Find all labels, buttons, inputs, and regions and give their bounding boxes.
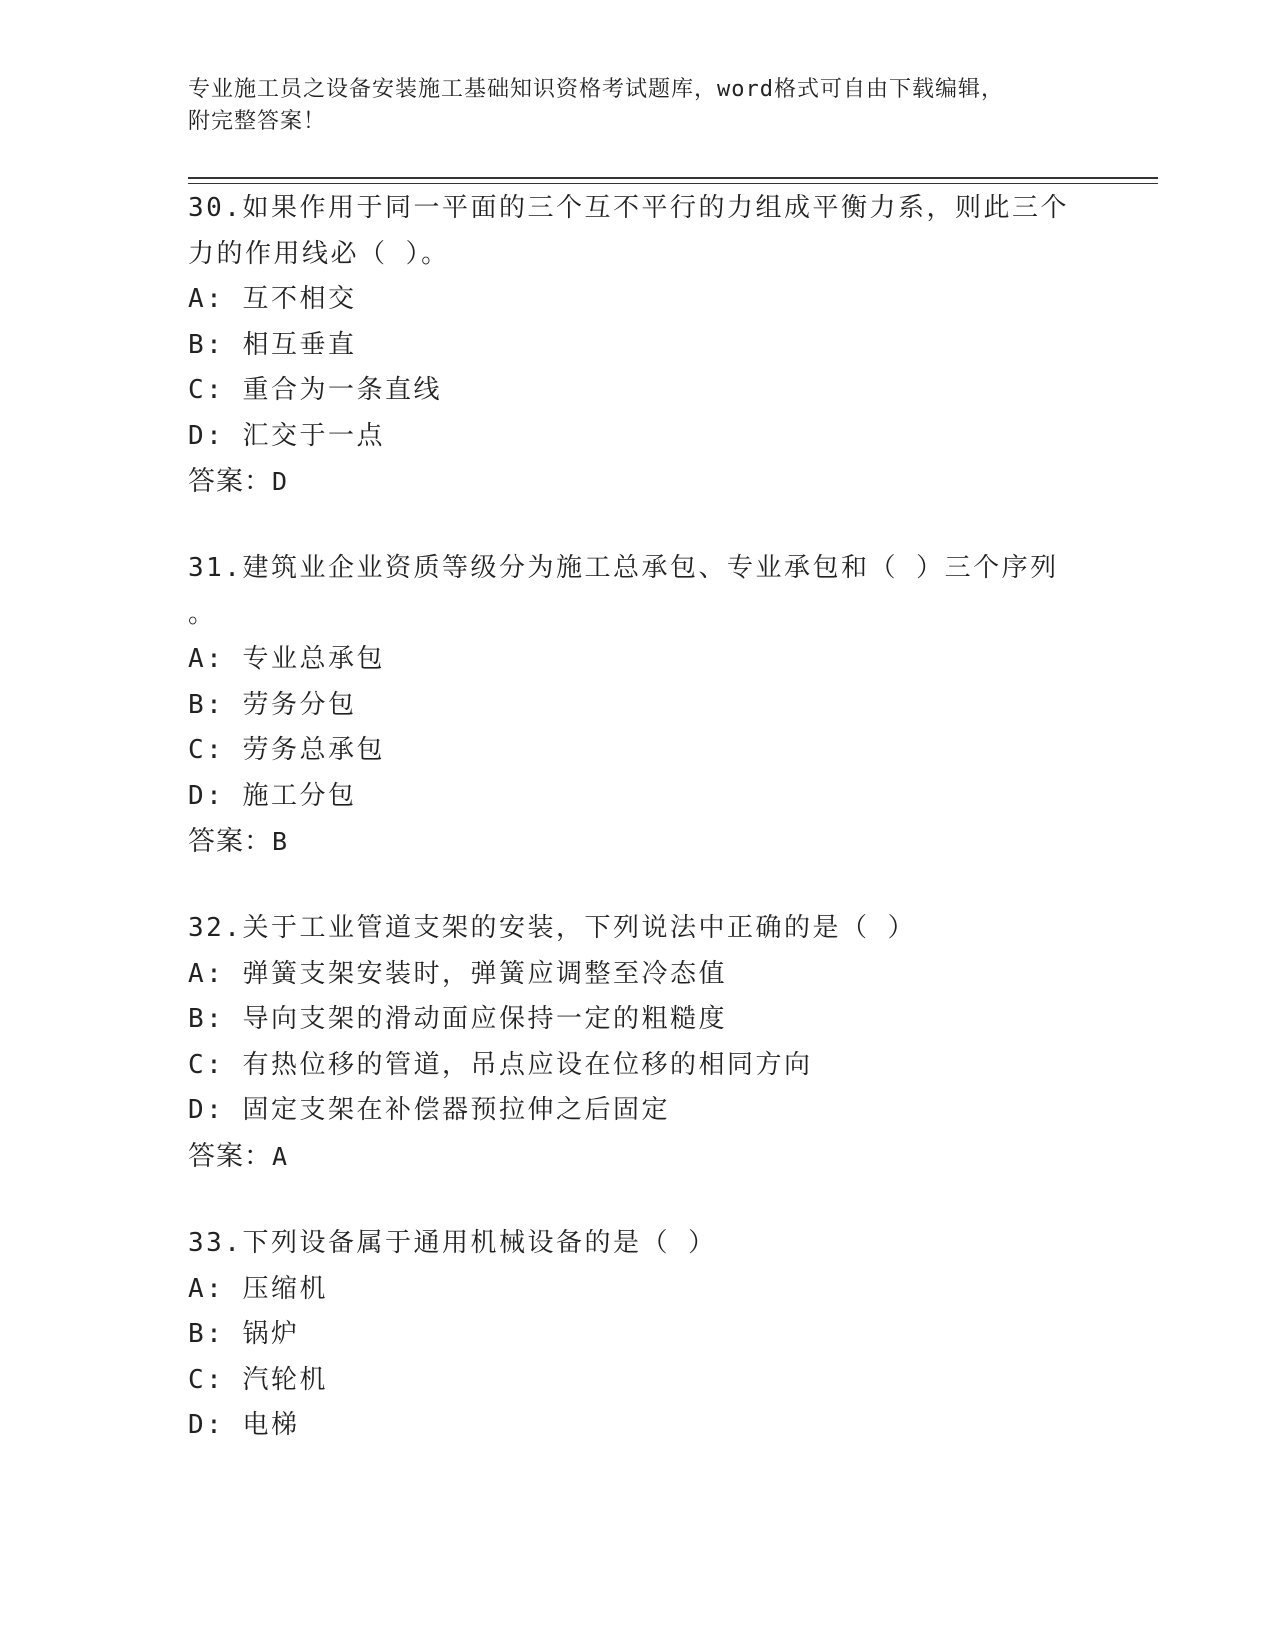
question-32 xyxy=(188,906,1088,1179)
answer-value: A xyxy=(272,1141,289,1171)
option-b: B: 锅炉 xyxy=(188,1319,300,1349)
option-b: B: 导向支架的滑动面应保持一定的粗糙度 xyxy=(188,1004,727,1034)
question-30 xyxy=(188,186,1088,505)
header-line-1: 专业施工员之设备安装施工基础知识资格考试题库，word格式可自由下载编辑， xyxy=(188,77,1004,102)
document-header xyxy=(188,74,1088,138)
option-b: B: 劳务分包 xyxy=(188,689,357,720)
option-d: D: 固定支架在补偿器预拉伸之后固定 xyxy=(188,1095,670,1125)
answer-label: 答案： xyxy=(188,1140,272,1172)
option-a: A: 专业总承包 xyxy=(188,644,385,674)
option-d: D: 电梯 xyxy=(188,1410,300,1440)
option-c: C: 重合为一条直线 xyxy=(188,375,442,405)
question-stem: 33.下列设备属于通用机械设备的是（ ） xyxy=(188,1228,717,1258)
header-divider-thick xyxy=(188,177,1158,179)
answer-value: D xyxy=(272,467,289,496)
option-d: D: 施工分包 xyxy=(188,780,357,811)
answer xyxy=(188,1134,1088,1180)
option-b: B: 相互垂直 xyxy=(188,329,357,360)
answer xyxy=(188,819,1088,865)
answer-label: 答案： xyxy=(188,826,272,857)
header-line-2: 附完整答案！ xyxy=(188,109,327,134)
question-stem: 32.关于工业管道支架的安装，下列说法中正确的是（ ） xyxy=(188,913,917,943)
option-c: C: 汽轮机 xyxy=(188,1364,328,1395)
option-c: C: 有热位移的管道，吊点应设在位移的相同方向 xyxy=(188,1049,813,1080)
question-stem: 30.如果作用于同一平面的三个互不平行的力组成平衡力系，则此三个 xyxy=(188,193,1069,223)
question-stem-continued: 力的作用线必（ ）。 xyxy=(188,238,450,269)
option-c: C: 劳务总承包 xyxy=(188,735,385,765)
question-stem: 31.建筑业企业资质等级分为施工总承包、专业承包和（ ）三个序列 xyxy=(188,553,1059,583)
option-d: D: 汇交于一点 xyxy=(188,420,385,451)
question-33 xyxy=(188,1221,1088,1449)
option-a: A: 弹簧支架安装时，弹簧应调整至冷态值 xyxy=(188,958,727,989)
option-a: A: 压缩机 xyxy=(188,1273,328,1304)
answer xyxy=(188,459,1088,505)
option-a: A: 互不相交 xyxy=(188,284,357,314)
answer-label: 答案： xyxy=(188,466,272,497)
question-stem-continued: 。 xyxy=(188,598,217,629)
answer-value: B xyxy=(272,827,289,856)
header-divider-thin xyxy=(188,183,1158,184)
question-31 xyxy=(188,546,1088,865)
